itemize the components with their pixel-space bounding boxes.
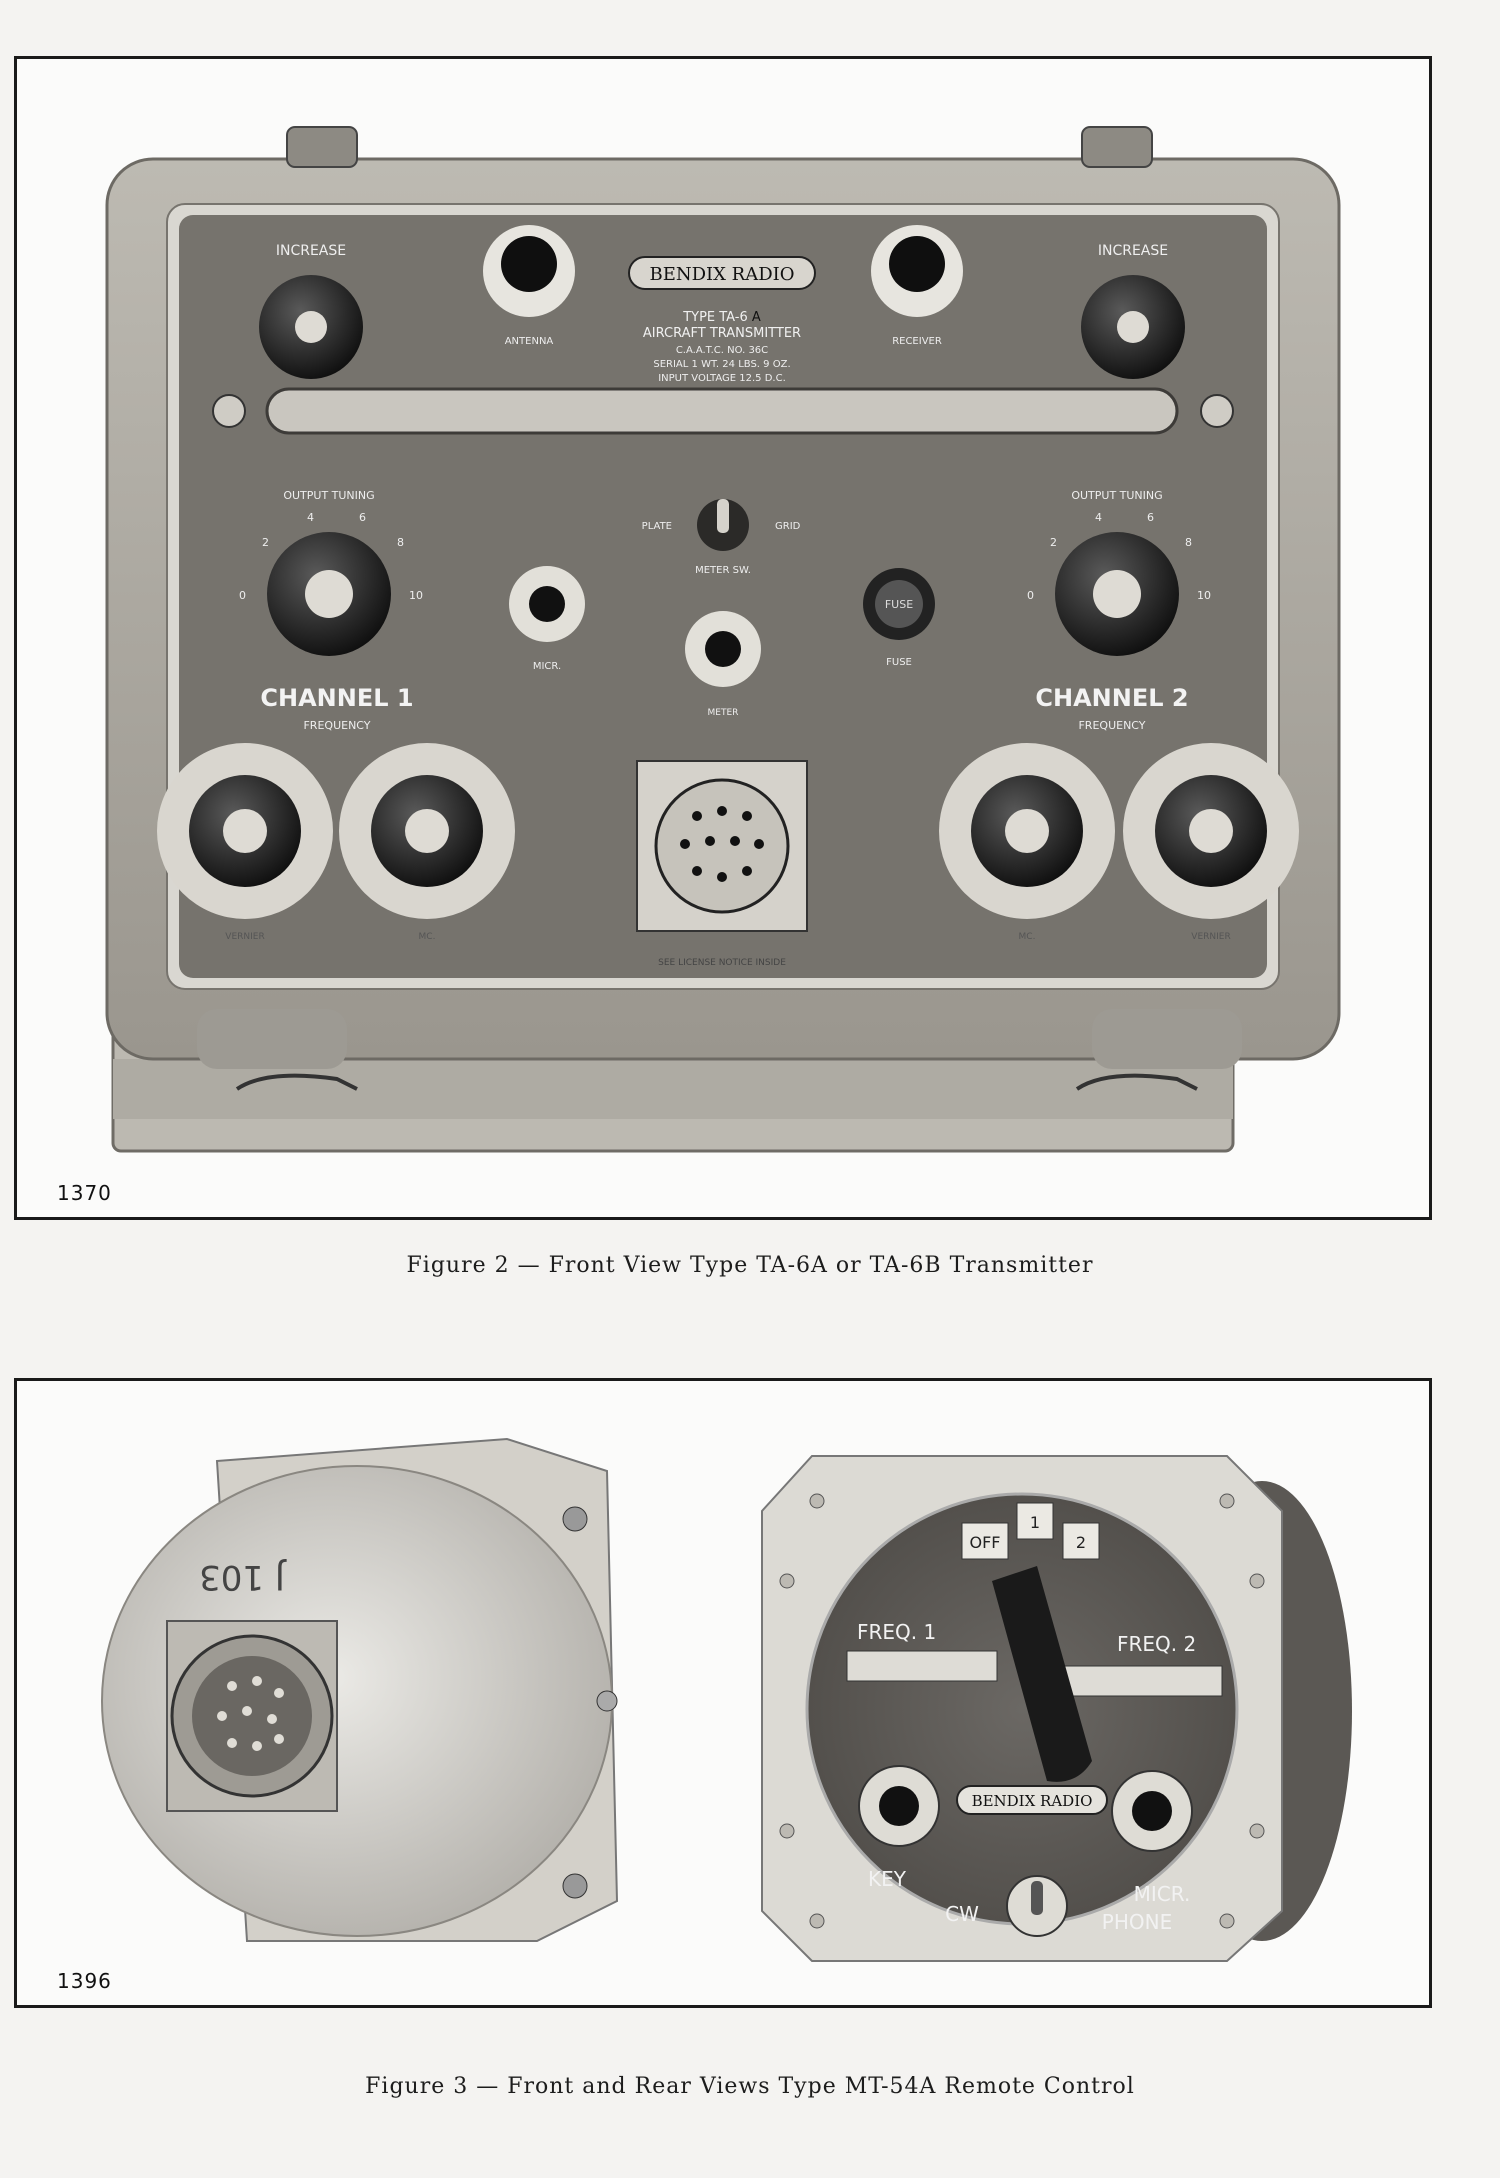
oz-label: OZ. xyxy=(772,359,791,370)
phone-label: PHONE xyxy=(1101,1910,1173,1934)
rear-stamp: J 103 xyxy=(199,1557,285,1597)
meter-switch[interactable] xyxy=(697,499,749,551)
figure-2-photo xyxy=(14,56,1432,1220)
position-2-tab xyxy=(1063,1523,1099,1559)
figure-2-caption: Figure 2 — Front View Type TA-6A or TA-6B Transmitter xyxy=(406,1253,1094,1278)
svg-text:4: 4 xyxy=(307,511,314,524)
svg-text:0: 0 xyxy=(1027,589,1034,602)
lbs-label: LBS. xyxy=(738,359,760,370)
frequency-label-left: FREQUENCY xyxy=(303,719,371,732)
vernier-knob-left[interactable] xyxy=(189,775,301,887)
svg-text:C.A.A.T.C. NO. 36C xyxy=(676,345,768,356)
mc-knob-left[interactable] xyxy=(371,775,483,887)
svg-text:TYPE TA-6 A xyxy=(682,310,761,325)
increase-knob-left[interactable] xyxy=(259,275,363,379)
type-suffix: A xyxy=(751,310,761,325)
weight-label: WT. xyxy=(701,359,720,370)
svg-text:6: 6 xyxy=(359,511,366,524)
output-tuning-knob-right[interactable] xyxy=(1055,532,1179,656)
serial-label: SERIAL xyxy=(653,359,689,370)
svg-text:8: 8 xyxy=(1185,536,1192,549)
transmitter-subtitle: AIRCRAFT TRANSMITTER xyxy=(642,326,802,341)
receiver-jack[interactable] xyxy=(871,225,963,317)
key-jack[interactable] xyxy=(859,1766,939,1846)
figure-3-photo xyxy=(14,1378,1432,2008)
position-1-tab xyxy=(1017,1503,1053,1539)
plate-number: 1370 xyxy=(57,1181,112,1205)
front-view xyxy=(762,1456,1352,1961)
grid-label: GRID xyxy=(775,521,801,532)
freq-1-bar xyxy=(847,1651,997,1681)
channel-2-label: CHANNEL 2 xyxy=(1035,684,1189,712)
micr-phone-jack[interactable] xyxy=(1112,1771,1192,1851)
input-voltage-value: 12.5 xyxy=(739,373,762,384)
svg-text:0: 0 xyxy=(239,589,246,602)
svg-text:2: 2 xyxy=(1050,536,1057,549)
antenna-label: ANTENNA xyxy=(504,336,554,347)
caatc-label: C.A.A.T.C. NO. xyxy=(675,345,746,356)
increase-knob-right[interactable] xyxy=(1081,275,1185,379)
rear-view xyxy=(102,1439,617,1941)
front-handle xyxy=(213,389,1233,433)
vernier-label-left: VERNIER xyxy=(225,932,265,942)
micr-label-front: MICR. xyxy=(1133,1882,1191,1906)
weight-value: 24 xyxy=(722,359,736,370)
plate-label: PLATE xyxy=(641,521,672,532)
position-off-tab xyxy=(962,1523,1008,1559)
vernier-knob-right[interactable] xyxy=(1155,775,1267,887)
svg-text:10: 10 xyxy=(1197,589,1211,602)
fuse-label: FUSE xyxy=(886,657,912,668)
rear-connector[interactable] xyxy=(167,1621,337,1811)
freq-2-label: FREQ. 2 xyxy=(1117,1632,1197,1656)
position-off-label: OFF xyxy=(969,1533,1001,1552)
svg-text:10: 10 xyxy=(409,589,423,602)
increase-label-right: INCREASE xyxy=(1097,243,1169,259)
svg-text:2: 2 xyxy=(262,536,269,549)
front-brand-plate xyxy=(957,1786,1107,1814)
svg-text:6: 6 xyxy=(1147,511,1154,524)
license-notice: SEE LICENSE NOTICE INSIDE xyxy=(658,958,786,968)
position-1-label: 1 xyxy=(1029,1513,1041,1532)
svg-text:8: 8 xyxy=(397,536,404,549)
mc-label-left: MC. xyxy=(418,932,436,942)
brand-logo: BENDIX RADIO xyxy=(649,264,795,285)
meter-switch-label: METER SW. xyxy=(695,565,751,576)
cw-phone-toggle[interactable] xyxy=(1007,1876,1067,1936)
output-tuning-knob-left[interactable] xyxy=(267,532,391,656)
plate-number: 1396 xyxy=(57,1969,112,1993)
transmitter-photo xyxy=(17,59,1429,1217)
increase-label-left: INCREASE xyxy=(275,243,347,259)
frequency-label-right: FREQUENCY xyxy=(1078,719,1146,732)
receiver-label: RECEIVER xyxy=(892,336,942,347)
freq-2-bar xyxy=(1047,1666,1222,1696)
svg-text:4: 4 xyxy=(1095,511,1102,524)
figure-3-caption: Figure 3 — Front and Rear Views Type MT-54A Remote Control xyxy=(365,2074,1135,2099)
antenna-jack[interactable] xyxy=(483,225,575,317)
cw-label: CW xyxy=(945,1902,979,1926)
input-voltage-label: INPUT VOLTAGE xyxy=(658,373,737,384)
dc-label: D.C. xyxy=(764,373,786,384)
fuse-holder[interactable] xyxy=(863,568,935,640)
position-2-label: 2 xyxy=(1075,1533,1087,1552)
type-line: TYPE TA-6 xyxy=(683,310,748,325)
output-tuning-label-right: OUTPUT TUNING xyxy=(1071,489,1163,502)
key-label: KEY xyxy=(868,1867,906,1891)
micr-label: MICR. xyxy=(532,661,562,672)
vernier-label-right: VERNIER xyxy=(1191,932,1231,942)
channel-1-label: CHANNEL 1 xyxy=(260,684,414,712)
meter-jack[interactable] xyxy=(685,611,761,687)
mc-knob-right[interactable] xyxy=(971,775,1083,887)
front-brand-logo: BENDIX RADIO xyxy=(971,1792,1093,1810)
caatc-value: 36C xyxy=(748,345,769,356)
meter-label: METER xyxy=(707,708,739,718)
multi-pin-connector[interactable] xyxy=(637,761,807,931)
output-tuning-label-left: OUTPUT TUNING xyxy=(283,489,375,502)
micr-jack[interactable] xyxy=(509,566,585,642)
serial-value: 1 xyxy=(691,359,698,370)
fuse-cap-label: FUSE xyxy=(884,598,914,611)
mc-label-right: MC. xyxy=(1018,932,1036,942)
oz-value: 9 xyxy=(763,359,770,370)
freq-1-label: FREQ. 1 xyxy=(857,1620,937,1644)
remote-control-photo xyxy=(17,1381,1429,2005)
svg-text:SERIAL 1 WT. xyxy=(653,359,790,370)
svg-text:INPUT VOLTAGE 12.5 xyxy=(658,373,786,384)
